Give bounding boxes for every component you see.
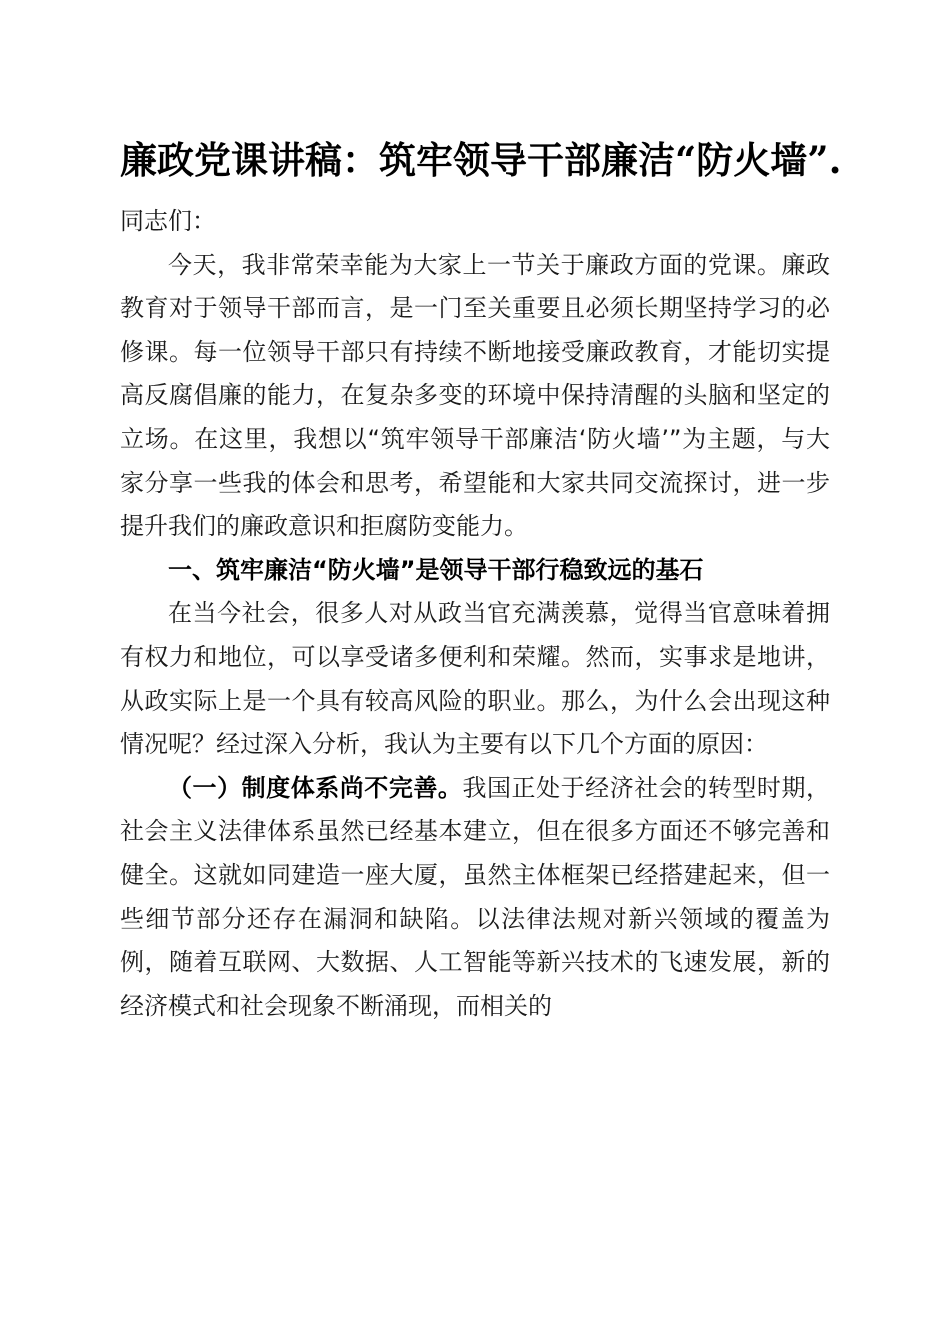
point-paragraph [120,767,830,1029]
section-paragraph: 在当今社会，很多人对从政当官充满羡慕，觉得当官意味着拥有权力和地位，可以享受诸多便利和荣耀。然而，实事求是地讲，从政实际上是一个具有较高风险的职业。那么，为什么会出现这种情况呢？经过深入分析，我认为主要有以下几个方面的原因： [120,599,830,759]
greeting: 同志们： [120,207,216,235]
point-lead: （一）制度体系尚不完善。 [168,773,463,802]
section-heading: 一、筑牢廉洁“防火墙”是领导干部行稳致远的基石 [168,555,704,584]
point-text: 我国正处于经济社会的转型时期，社会主义法律体系虽然已经基本建立，但在很多方面还不够完善和健全。这就如同建造一座大厦，虽然主体框架已经搭建起来，但一些细节部分还存在漏洞和缺陷。以法律法规对新兴领域的覆盖为例，随着互联网、大数据、人工智能等新兴技术的飞速发展，新的经济模式和社会现象不断涌现，而相关的 [120,773,831,1020]
document-title: 廉政党课讲稿：筑牢领导干部廉洁“防火墙”. [120,138,842,182]
document-body [120,200,830,1028]
intro-paragraph: 今天，我非常荣幸能为大家上一节关于廉政方面的党课。廉政教育对于领导干部而言，是一门至关重要且必须长期坚持学习的必修课。每一位领导干部只有持续不断地接受廉政教育，才能切实提高反腐倡廉的能力，在复杂多变的环境中保持清醒的头脑和坚定的立场。在这里，我想以“筑牢领导干部廉洁‘防火墙’”为主题，与大家分享一些我的体会和思考，希望能和大家共同交流探讨，进一步提升我们的廉政意识和拒腐防变能力。 [120,250,830,541]
